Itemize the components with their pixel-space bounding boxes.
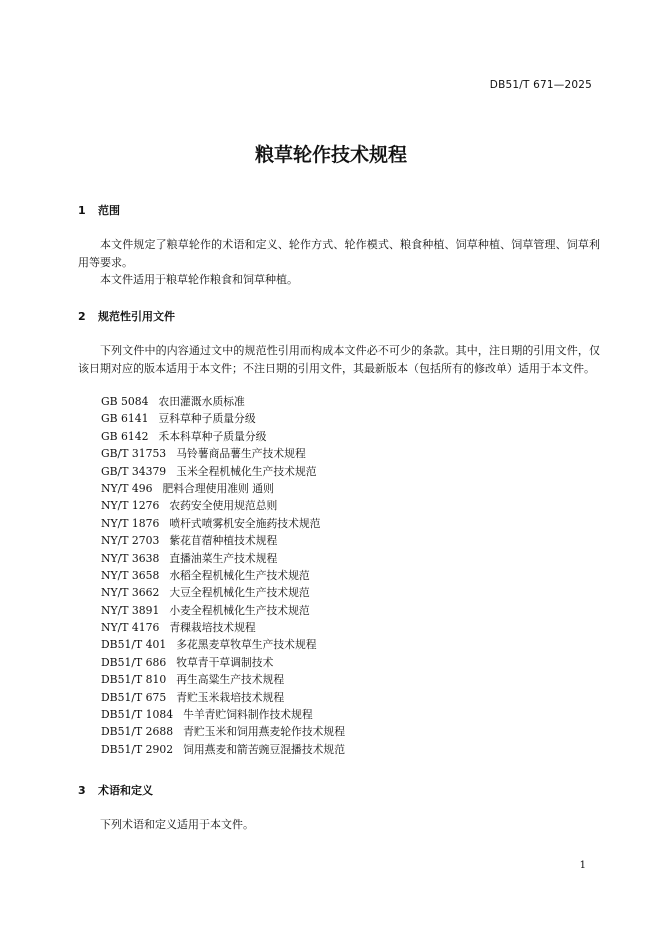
reference-code: NY/T 4176 [101,621,160,635]
section-heading-normative-refs [78,308,175,324]
page-number: 1 [579,860,586,871]
reference-item [101,550,345,567]
reference-item [101,410,345,427]
terms-intro: 下列术语和定义适用于本文件。 [100,818,254,831]
reference-code: DB51/T 686 [101,655,167,669]
reference-title: 再生高粱生产技术规程 [176,673,285,687]
reference-code: DB51/T 810 [101,673,167,687]
reference-item [101,636,345,653]
reference-code: DB51/T 675 [101,690,167,704]
section-heading-scope [78,202,120,218]
reference-title: 玉米全程机械化生产技术规范 [176,464,317,478]
reference-title: 直播油菜生产技术规程 [169,551,278,565]
section-number: 1 [78,204,86,217]
reference-item [101,393,345,410]
section-number: 2 [78,310,86,323]
reference-title: 牛羊青贮饲料制作技术规程 [183,708,313,722]
reference-title: 紫花苜蓿种植技术规程 [169,534,278,548]
normative-refs-intro: 下列文件中的内容通过文中的规范性引用而构成本文件必不可少的条款。其中，注日期的引用文件，仅该日期对应的版本适用于本文件；不注日期的引用文件，其最新版本（包括所有的修改单）适用于本文件。 [78,344,600,375]
reference-title: 小麦全程机械化生产技术规范 [169,603,310,617]
reference-code: DB51/T 401 [101,638,167,652]
standard-code: DB51/T 671—2025 [489,79,592,91]
reference-code: NY/T 1276 [101,499,160,513]
reference-item [101,480,345,497]
reference-code: GB 6141 [101,412,149,426]
reference-code: NY/T 3662 [101,586,160,600]
reference-item [101,532,345,549]
reference-title: 青稞栽培技术规程 [169,621,256,635]
reference-code: NY/T 3658 [101,568,160,582]
reference-code: DB51/T 1084 [101,708,174,722]
reference-code: DB51/T 2902 [101,742,174,756]
reference-title: 农药安全使用规范总则 [169,499,278,513]
reference-title: 喷杆式喷雾机安全施药技术规范 [169,516,321,530]
section-title: 规范性引用文件 [98,310,175,323]
reference-code: GB/T 31753 [101,447,167,461]
reference-code: GB 6142 [101,429,149,443]
reference-item [101,584,345,601]
reference-item [101,689,345,706]
reference-title: 水稻全程机械化生产技术规范 [169,568,310,582]
reference-title: 饲用燕麦和箭苦豌豆混播技术规范 [183,742,346,756]
reference-code: DB51/T 2688 [101,725,174,739]
reference-item [101,463,345,480]
reference-title: 农田灌溉水质标准 [158,395,245,408]
reference-item [101,741,345,758]
reference-item [101,654,345,671]
reference-item [101,671,345,688]
reference-code: NY/T 3638 [101,551,160,565]
reference-item [101,428,345,445]
scope-paragraph-2: 本文件适用于粮草轮作粮食和饲草种植。 [100,273,298,286]
reference-item [101,515,345,532]
reference-code: GB 5084 [101,395,149,408]
reference-title: 多花黑麦草牧草生产技术规程 [176,638,317,652]
reference-code: GB/T 34379 [101,464,167,478]
reference-item [101,706,345,723]
scope-paragraph-1: 本文件规定了粮草轮作的术语和定义、轮作方式、轮作模式、粮食种植、饲草种植、饲草管理、饲草利用等要求。 [78,238,600,269]
reference-item [101,723,345,740]
reference-code: NY/T 496 [101,481,153,495]
reference-item [101,497,345,514]
section-title: 术语和定义 [98,784,153,797]
reference-title: 肥料合理使用准则 通则 [162,481,274,495]
section-title: 范围 [98,204,120,217]
section-number: 3 [78,784,86,797]
reference-title: 马铃薯商品薯生产技术规程 [176,447,306,461]
reference-list [101,393,345,758]
reference-title: 大豆全程机械化生产技术规范 [169,586,310,600]
reference-item [101,567,345,584]
reference-item [101,602,345,619]
reference-code: NY/T 2703 [101,534,160,548]
reference-title: 豆科草种子质量分级 [158,412,256,426]
reference-code: NY/T 3891 [101,603,160,617]
reference-item [101,445,345,462]
reference-item [101,619,345,636]
document-title: 粮草轮作技术规程 [254,144,407,166]
reference-title: 青贮玉米和饲用燕麦轮作技术规程 [183,725,346,739]
reference-code: NY/T 1876 [101,516,160,530]
reference-title: 禾本科草种子质量分级 [158,429,267,443]
reference-title: 青贮玉米栽培技术规程 [176,690,285,704]
reference-title: 牧草青干草调制技术 [176,655,274,669]
section-heading-terms [78,782,153,798]
